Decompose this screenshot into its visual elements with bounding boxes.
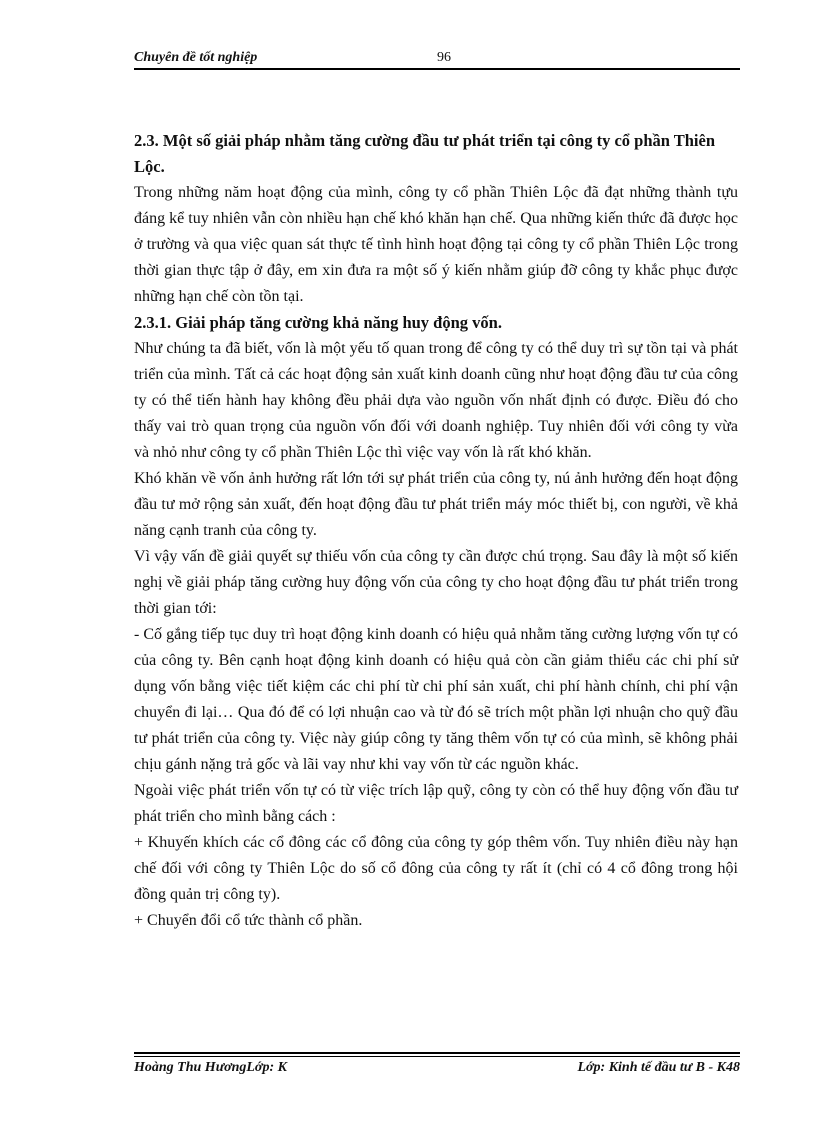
document-title: Chuyên đề tốt nghiệp [134,50,258,65]
section-heading: 2.3. Một số giải pháp nhằm tăng cường đầu tư phát triển tại công ty cổ phần Thiên Lộc. [134,131,716,176]
author-name: Hoàng Thu HươngLớp: K [134,1060,287,1075]
bullet-paragraph: + Khuyến khích các cổ đông các cổ đông của công ty góp thêm vốn. Tuy nhiên điều này hạn chế đối với công ty Thiên Lộc do số cổ đông của công ty rất ít (chỉ có 4 cổ đông trong hội đồng quản trị công ty). [134,834,738,903]
section-intro: Trong những năm hoạt động của mình, công ty cổ phần Thiên Lộc đã đạt những thành tựu đáng kể tuy nhiên vẫn còn nhiều hạn chế khó khăn hạn chế. Qua những kiến thức đã được học ở trường và qua việc quan sát thực tế tình hình hoạt động tại công ty cổ phần Thiên Lộc trong thời gian thực tập ở đây, em xin đưa ra một số ý kiến nhằm giúp đỡ công ty khắc phục được những hạn chế còn tồn tại. [134,184,738,305]
page-footer [134,1052,740,1082]
page-number: 96 [437,50,451,65]
bullet-paragraph: - Cố gắng tiếp tục duy trì hoạt động kinh doanh có hiệu quả nhằm tăng cường lượng vốn tự có của công ty. Bên cạnh hoạt động kinh doanh có hiệu quả còn cần giảm thiểu các chi phí sử dụng vốn bằng việc tiết kiệm các chi phí từ chi phí sản xuất, chi phí hành chính, chi phí vận chuyển đi lại… Qua đó để có lợi nhuận cao và từ đó sẽ trích một phần lợi nhuận cho quỹ đầu tư phát triển của công ty. Việc này giúp công ty tăng thêm vốn tự có của mình, sẽ không phải chịu gánh nặng trả gốc và lãi vay như khi vay vốn từ các nguồn khác. [134,626,738,773]
class-name: Lớp: Kinh tế đầu tư B - K48 [577,1060,740,1075]
paragraph: Khó khăn về vốn ảnh hưởng rất lớn tới sự phát triển của công ty, nú ảnh hưởng đến hoạt động đầu tư mở rộng sản xuất, đến hoạt động đầu tư phát triển máy móc thiết bị, con người, về khả năng cạnh tranh của công ty. [134,470,738,539]
footer-divider [134,1056,740,1057]
bullet-paragraph: + Chuyển đổi cổ tức thành cổ phần. [134,912,363,929]
subsection-heading: 2.3.1. Giải pháp tăng cường khả năng huy động vốn. [134,313,502,332]
paragraph: Ngoài việc phát triển vốn tự có từ việc trích lập quỹ, công ty còn có thể huy động vốn đầu tư phát triển cho mình bằng cách : [134,782,738,825]
footer-divider [134,1052,740,1054]
paragraph: Vì vậy vấn đề giải quyết sự thiếu vốn của công ty cần được chú trọng. Sau đây là một số kiến nghị về giải pháp tăng cường huy động vốn của công ty cho hoạt động đầu tư phát triển trong thời gian tới: [134,548,738,617]
page-body [134,128,738,934]
page-header [134,48,740,70]
paragraph: Như chúng ta đã biết, vốn là một yếu tố quan trong để công ty có thể duy trì sự tồn tại và phát triển của mình. Tất cả các hoạt động sản xuất kinh doanh cũng như hoạt động đầu tư của công ty có thể tiến hành hay không đều phải dựa vào nguồn vốn nhất định có được. Điều đó cho thấy vai trò quan trọng của nguồn vốn đối với doanh nghiệp. Tuy nhiên đối với công ty vừa và nhỏ như công ty cổ phần Thiên Lộc thì việc vay vốn là rất khó khăn. [134,340,738,461]
